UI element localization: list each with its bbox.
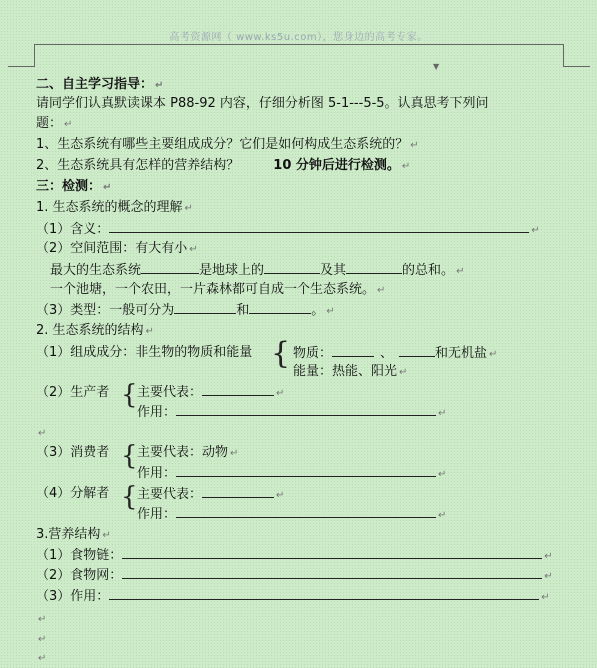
margin-corner-top-left bbox=[8, 44, 35, 67]
food-chain-line: （1）食物链： ↵ bbox=[36, 548, 553, 563]
scope-line: （2）空间范围：有大有小 ↵ bbox=[36, 241, 198, 256]
header-rule bbox=[34, 44, 563, 45]
producer-label: （2）生产者 bbox=[36, 385, 110, 400]
environment-blank[interactable] bbox=[346, 261, 402, 274]
matter-line: 物质： 、 和无机盐 ↵ bbox=[293, 346, 498, 361]
margin-corner-top-right bbox=[563, 44, 590, 67]
earth-part-blank[interactable] bbox=[264, 261, 320, 274]
matter-blank-1[interactable] bbox=[332, 344, 374, 357]
largest-ecosystem-blank[interactable] bbox=[141, 261, 199, 274]
decomposer-rep-line: 主要代表： ↵ bbox=[137, 487, 285, 502]
consumer-rep-line: 主要代表：动物 ↵ bbox=[137, 445, 239, 460]
meaning-blank[interactable] bbox=[109, 220, 529, 233]
producer-brace-icon: { bbox=[121, 380, 138, 410]
empty-paragraph: ↵ bbox=[38, 428, 47, 439]
decomposer-role-blank[interactable] bbox=[176, 505, 436, 518]
empty-paragraph: ↵ bbox=[38, 614, 47, 625]
producer-rep-line: 主要代表： ↵ bbox=[137, 385, 285, 400]
type-blank-1[interactable] bbox=[174, 301, 236, 314]
consumer-label: （3）消费者 bbox=[36, 445, 110, 460]
question-2: 2、生态系统具有怎样的营养结构？ 10 分钟后进行检测。 ↵ bbox=[36, 158, 411, 173]
question-1: 1、生态系统有哪些主要组成成分？它们是如何构成生态系统的？ ↵ bbox=[36, 137, 419, 152]
example-line: 一个池塘，一个农田，一片森林都可自成一个生态系统。 ↵ bbox=[50, 282, 386, 297]
largest-ecosystem-line: 最大的生态系统 是地球上的 及其 的总和。 ↵ bbox=[50, 263, 465, 278]
food-web-line: （2）食物网： ↵ bbox=[36, 568, 553, 583]
type-line: （3）类型：一般可分为 和 。 ↵ bbox=[36, 303, 335, 318]
consumer-brace-icon: { bbox=[121, 441, 138, 471]
section2-intro-line2: 题： ↵ bbox=[36, 116, 73, 131]
decomposer-label: （4）分解者 bbox=[36, 486, 110, 501]
matter-blank-2[interactable] bbox=[399, 344, 435, 357]
producer-rep-blank[interactable] bbox=[202, 383, 274, 396]
decomposer-role-line: 作用： ↵ bbox=[137, 507, 447, 522]
food-chain-blank[interactable] bbox=[122, 546, 542, 559]
section2-title: 二、自主学习指导： ↵ bbox=[36, 77, 164, 92]
section3-title: 三：检测： ↵ bbox=[36, 179, 112, 194]
part3-title: 3.营养结构 ↵ bbox=[36, 527, 111, 542]
decomposer-rep-blank[interactable] bbox=[202, 485, 274, 498]
consumer-role-line: 作用： ↵ bbox=[137, 466, 447, 481]
meaning-line: （1）含义： ↵ bbox=[36, 222, 540, 237]
empty-paragraph: ↵ bbox=[38, 653, 47, 664]
composition-brace-icon: { bbox=[271, 336, 291, 371]
part1-title: 1. 生态系统的概念的理解 ↵ bbox=[36, 200, 193, 215]
section2-intro-line1: 请同学们认真默读课本 P88-92 内容，仔细分析图 5-1---5-5。认真思考下列问 bbox=[36, 96, 489, 111]
empty-paragraph: ↵ bbox=[38, 634, 47, 645]
type-blank-2[interactable] bbox=[249, 301, 311, 314]
role-blank[interactable] bbox=[109, 587, 539, 600]
decomposer-brace-icon: { bbox=[121, 482, 138, 512]
food-web-blank[interactable] bbox=[122, 566, 542, 579]
composition-label: （1）组成成分：非生物的物质和能量 bbox=[36, 345, 253, 360]
producer-role-line: 作用： ↵ bbox=[137, 405, 447, 420]
role-line: （3）作用： ↵ bbox=[36, 589, 550, 604]
page-header: 高考资源网（ www.ks5u.com），您身边的高考专家。 bbox=[169, 32, 428, 43]
producer-role-blank[interactable] bbox=[176, 403, 436, 416]
cursor-caret-icon: ▼ bbox=[433, 62, 440, 71]
energy-line: 能量：热能、阳光 ↵ bbox=[293, 364, 408, 379]
part2-title: 2. 生态系统的结构 ↵ bbox=[36, 323, 154, 338]
consumer-role-blank[interactable] bbox=[176, 464, 436, 477]
